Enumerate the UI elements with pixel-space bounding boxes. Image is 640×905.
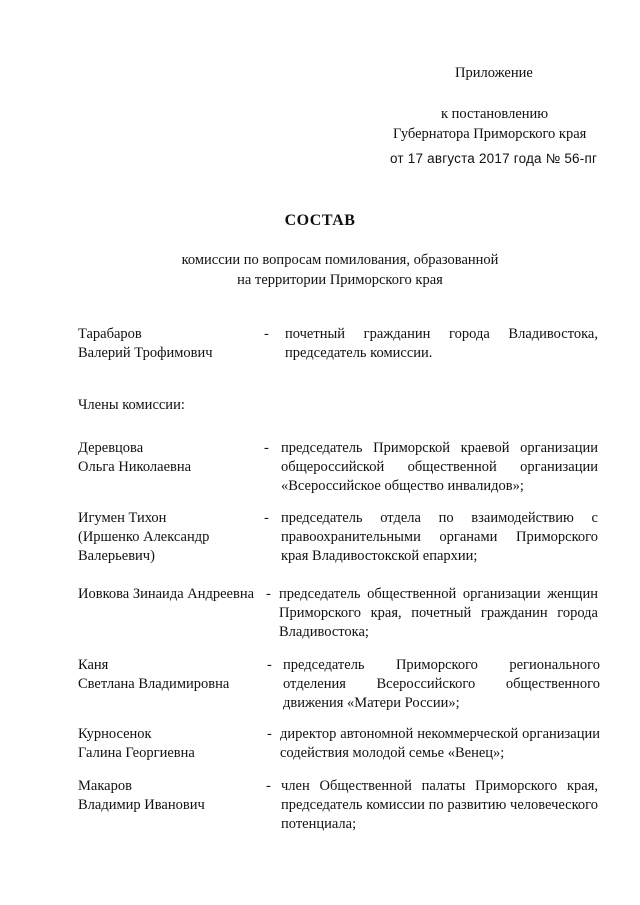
separator-dash: - <box>266 586 271 602</box>
subtitle-line: на территории Приморского края <box>237 272 443 288</box>
name-line: Курносенок <box>78 726 152 742</box>
name-line: (Иршенко Александр <box>78 529 210 545</box>
separator-dash: - <box>267 657 272 673</box>
person-role: почетный гражданин города Владивостока, председатель комиссии. <box>285 326 598 361</box>
document-subtitle <box>100 250 580 290</box>
separator-dash: - <box>264 510 269 526</box>
document-title: СОСТАВ <box>284 212 356 229</box>
person-name <box>78 325 268 363</box>
name-line: Светлана Владимировна <box>78 676 230 692</box>
person-name <box>78 585 268 604</box>
person-role: член Общественной палаты Приморского края, председатель комиссии по развитию человеческого потенциала; <box>281 778 598 832</box>
name-line: Макаров <box>78 778 132 794</box>
person-role: председатель Приморского регионального отделения Всероссийского общественного движения «Матери России»; <box>283 657 600 711</box>
appendix-label: Приложение <box>455 65 533 81</box>
resolution-reference: к постановлению <box>441 106 549 122</box>
separator-dash: - <box>266 778 271 794</box>
name-line: Галина Георгиевна <box>78 745 195 761</box>
members-heading: Члены комиссии: <box>78 397 185 413</box>
name-line: Валерий Трофимович <box>78 345 213 361</box>
name-line: Деревцова <box>78 440 144 456</box>
person-role: председатель общественной организации женщин Приморского края, почетный гражданин города Владивостока; <box>279 586 598 640</box>
person-name <box>78 656 268 694</box>
person-name <box>78 439 268 477</box>
person-name <box>78 777 268 815</box>
name-line: Владимир Иванович <box>78 797 205 813</box>
person-role: председатель Приморской краевой организации общероссийской общественной организации «Всероссийское общество инвалидов»; <box>281 440 598 494</box>
subtitle-line: комиссии по вопросам помилования, образованной <box>181 252 499 268</box>
person-name <box>78 509 268 566</box>
name-line: Валерьевич) <box>78 548 155 564</box>
governor-reference: Губернатора Приморского края <box>393 126 587 142</box>
name-line: Игумен Тихон <box>78 510 167 526</box>
name-line: Иовкова Зинаида Андреевна <box>78 586 255 602</box>
separator-dash: - <box>264 326 269 342</box>
separator-dash: - <box>264 440 269 456</box>
name-line: Ольга Николаевна <box>78 459 192 475</box>
name-line: Тарабаров <box>78 326 142 342</box>
decree-date-number: от 17 августа 2017 года № 56-пг <box>390 151 598 166</box>
person-role: председатель отдела по взаимодействию с правоохранительными органами Приморского края Владивостокской епархии; <box>281 510 598 564</box>
separator-dash: - <box>267 726 272 742</box>
person-role: директор автономной некоммерческой организации содействия молодой семье «Венец»; <box>280 726 600 761</box>
name-line: Каня <box>78 657 109 673</box>
person-name <box>78 725 268 763</box>
